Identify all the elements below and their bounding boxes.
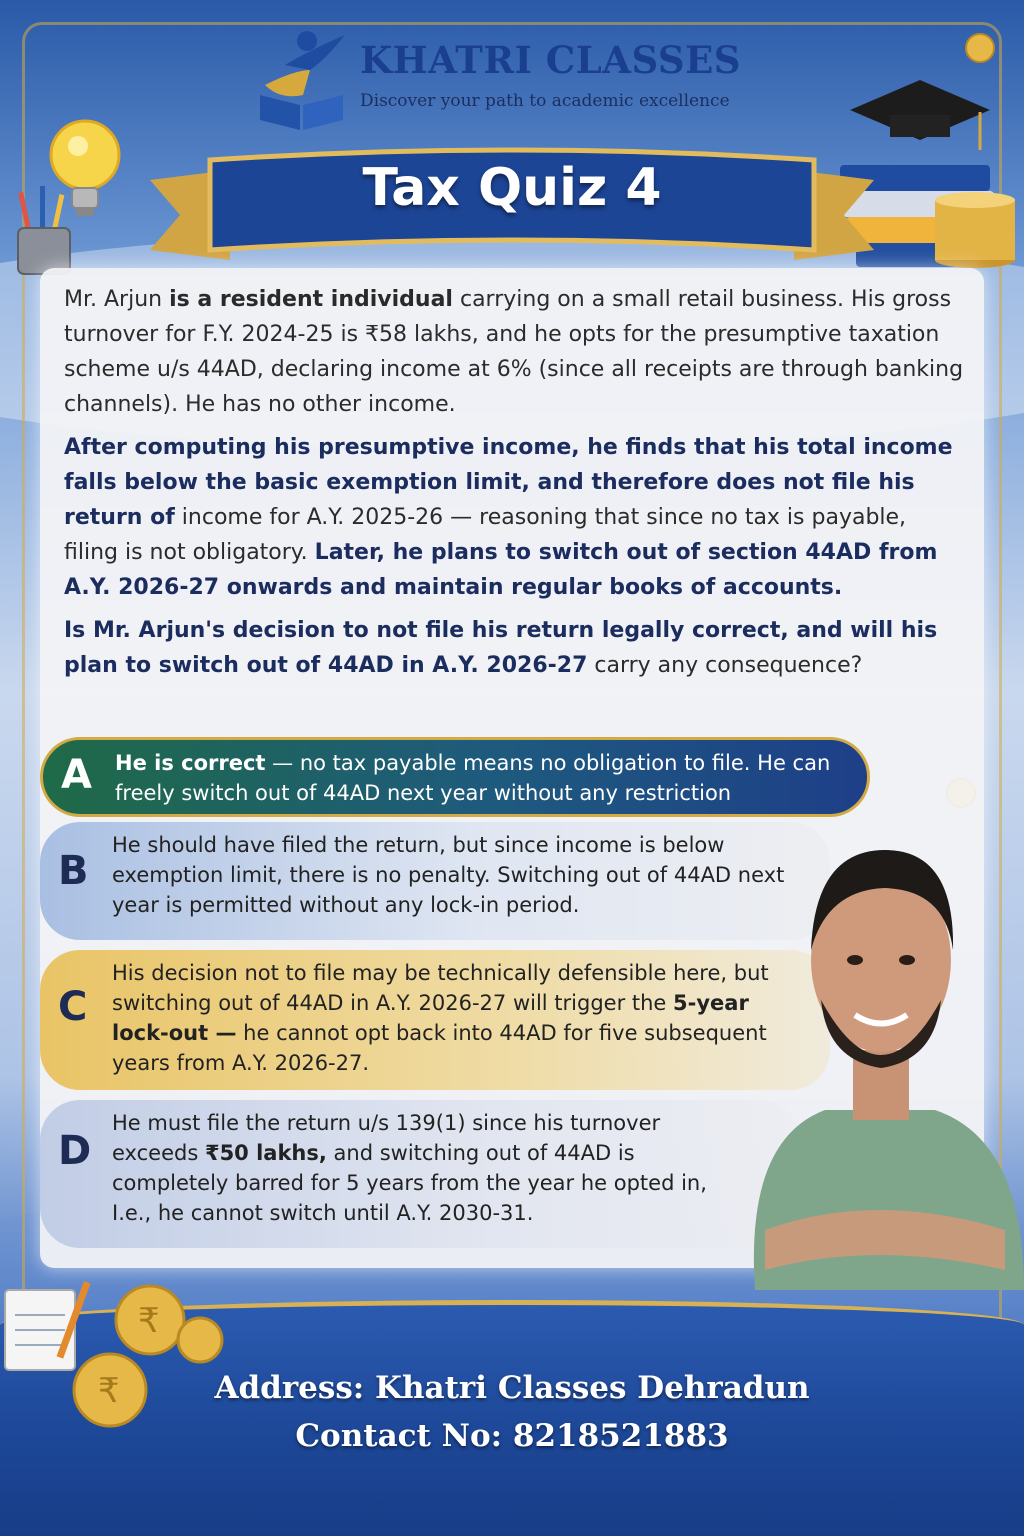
option-text-span: he cannot opt back into 44AD for five subsequent years from A.Y. 2026-27. — [112, 1021, 767, 1075]
option-letter: D — [58, 1128, 92, 1174]
khatri-classes-logo-icon — [255, 25, 350, 135]
option-text-bold: He is correct — [115, 751, 266, 775]
option-text-bold: 5-year lock-out — — [112, 991, 749, 1045]
question-paragraph-3 — [64, 613, 964, 683]
question-highlight: After computing his presumptive income, he finds that his total income falls below the basic exemption limit, and therefore does not file his return of — [64, 435, 953, 530]
option-d[interactable] — [40, 1100, 800, 1248]
option-a[interactable] — [40, 737, 870, 817]
option-text-span: — no tax payable means no obligation to file. He can freely switch out of 44AD next year without any restriction — [115, 751, 831, 805]
brand-name: KHATRI CLASSES — [360, 38, 741, 82]
title-banner — [150, 140, 874, 270]
question-paragraph-1 — [64, 282, 964, 422]
option-text — [115, 748, 855, 808]
option-b[interactable] — [40, 822, 830, 940]
option-text: He should have filed the return, but since income is below exemption limit, there is no penalty. Switching out of 44AD next year is permitted without any lock-in period. — [112, 833, 785, 917]
question-text — [64, 282, 964, 691]
option-text — [112, 958, 802, 1078]
quiz-title: Tax Quiz 4 — [362, 158, 662, 218]
option-text — [112, 1108, 752, 1228]
coin-icon — [950, 18, 1010, 78]
question-highlight: not file his return legally correct, and will his plan to switch out of 44AD in A.Y. 2026-27 — [64, 618, 938, 678]
question-text-span: carry any consequence? — [587, 653, 863, 678]
question-text-span: income for A.Y. 2025-26 — reasoning that since no tax is payable, filing is not obligatory. — [64, 505, 907, 565]
question-text-span: Mr. Arjun — [64, 287, 170, 312]
question-paragraph-2 — [64, 430, 964, 605]
coin-stack-icon — [930, 180, 1020, 270]
svg-text:₹: ₹ — [98, 1371, 120, 1411]
question-text-span: carrying on a small retail business. His gross turnover for F.Y. 2024-25 is ₹58 lakhs, and he opts for the presumptive taxation scheme u/s 44AD, declaring income at 6% (since all receipts are through banking channels). He has no other income. — [64, 287, 964, 417]
option-c[interactable] — [40, 950, 830, 1090]
svg-text:₹: ₹ — [138, 1301, 160, 1341]
option-letter: C — [58, 984, 88, 1030]
brand-tagline: Discover your path to academic excellence — [360, 91, 730, 111]
question-highlight: is a resident individual — [169, 287, 453, 312]
footer-address: Address: Khatri Classes Dehradun — [214, 1370, 810, 1406]
rupee-coins-icon — [60, 1280, 240, 1440]
question-highlight: Is Mr. Arjun's decision to — [64, 618, 377, 643]
option-letter: A — [61, 752, 92, 798]
option-text-span: His decision not to file may be technically defensible here, but switching out of 44AD in A.Y. 2026-27 will trigger the — [112, 961, 769, 1015]
instructor-photo — [735, 810, 1024, 1290]
pencil-cup-icon — [10, 180, 80, 280]
option-text-span: He must file the return u/s 139(1) since his turnover exceeds — [112, 1111, 661, 1165]
option-letter: B — [58, 848, 89, 894]
option-text-span: and switching out of 44AD is completely barred for 5 years from the year he opted in, I.e., he cannot switch until A.Y. 2030-31. — [112, 1141, 707, 1225]
question-highlight: Later, he plans to switch out of section 44AD from A.Y. 2026-27 onwards and maintain regular books of accounts. — [64, 540, 938, 600]
option-text-bold: ₹50 lakhs, — [204, 1141, 327, 1165]
footer-contact: Contact No: 8218521883 — [295, 1418, 729, 1454]
